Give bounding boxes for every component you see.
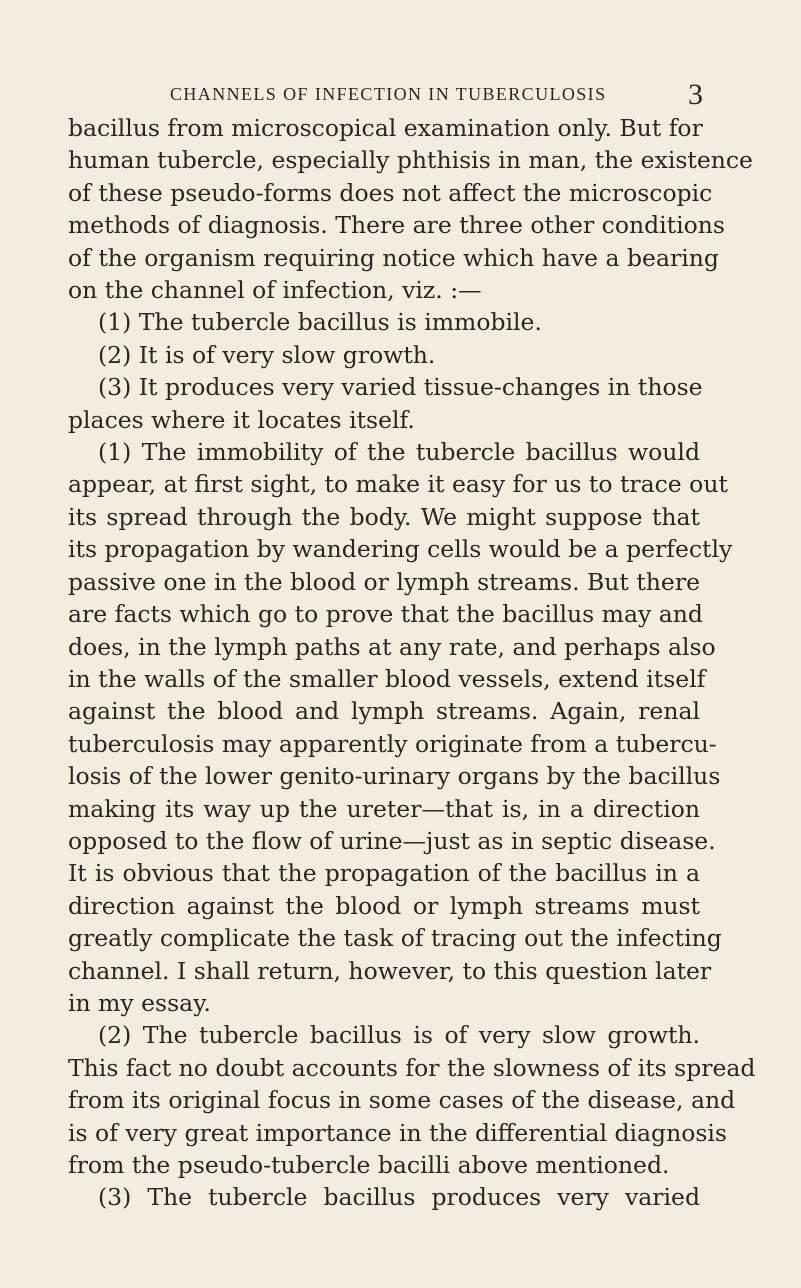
- text-line: against the blood and lymph streams. Again, renal: [68, 697, 700, 726]
- text-line: appear, at first sight, to make it easy for us to trace out: [68, 470, 728, 499]
- text-line: making its way up the ureter—that is, in a direction: [68, 794, 700, 823]
- text-line: in my essay.: [68, 988, 211, 1017]
- paragraph-start: (3) The tubercle bacillus produces very varied: [98, 1183, 700, 1212]
- text-line: tuberculosis may apparently originate from a tubercu-: [68, 729, 717, 758]
- list-item: (3) It produces very varied tissue-changes in those: [98, 373, 703, 402]
- text-line: its propagation by wandering cells would be a perfectly: [68, 535, 733, 564]
- text-line: from the pseudo-tubercle bacilli above mentioned.: [68, 1151, 670, 1179]
- running-head: CHANNELS OF INFECTION IN TUBERCULOSIS: [170, 84, 607, 104]
- paragraph-start: (2) The tubercle bacillus is of very slow growth.: [98, 1021, 700, 1050]
- text-line: It is obvious that the propagation of the bacillus in a: [68, 859, 700, 888]
- paragraph-start: (1) The immobility of the tubercle bacillus would: [98, 438, 700, 467]
- text-line: greatly complicate the task of tracing out the infecting: [68, 924, 722, 953]
- text-line: is of very great importance in the differential diagnosis: [68, 1118, 727, 1147]
- text-line: does, in the lymph paths at any rate, and perhaps also: [68, 632, 716, 661]
- text-line: of the organism requiring notice which have a bearing: [68, 243, 719, 272]
- page-number: 3: [688, 78, 703, 111]
- body-text: [68, 112, 756, 1214]
- text-line: human tubercle, especially phthisis in man, the existence: [68, 146, 753, 175]
- list-item: (2) It is of very slow growth.: [98, 340, 436, 369]
- text-line: opposed to the flow of urine—just as in septic disease.: [68, 826, 716, 855]
- text-line: bacillus from microscopical examination only. But for: [68, 114, 703, 142]
- list-item: (1) The tubercle bacillus is immobile.: [98, 308, 542, 337]
- text-line: methods of diagnosis. There are three other conditions: [68, 211, 725, 240]
- text-line: losis of the lower genito-urinary organs by the bacillus: [68, 762, 721, 791]
- text-line: channel. I shall return, however, to this question later: [68, 956, 712, 985]
- text-line: its spread through the body. We might suppose that: [68, 502, 700, 531]
- text-line: This fact no doubt accounts for the slowness of its spread: [68, 1053, 756, 1082]
- text-line: on the channel of infection, viz. :—: [68, 276, 482, 305]
- text-line: direction against the blood or lymph streams must: [68, 891, 700, 920]
- text-line: from its original focus in some cases of the disease, and: [68, 1086, 736, 1115]
- text-line: are facts which go to prove that the bacillus may and: [68, 600, 703, 629]
- text-line: in the walls of the smaller blood vessels, extend itself: [68, 664, 706, 693]
- text-line: passive one in the blood or lymph streams. But there: [68, 567, 700, 596]
- text-line: of these pseudo-forms does not affect the microscopic: [68, 178, 713, 207]
- text-line: places where it locates itself.: [68, 405, 415, 434]
